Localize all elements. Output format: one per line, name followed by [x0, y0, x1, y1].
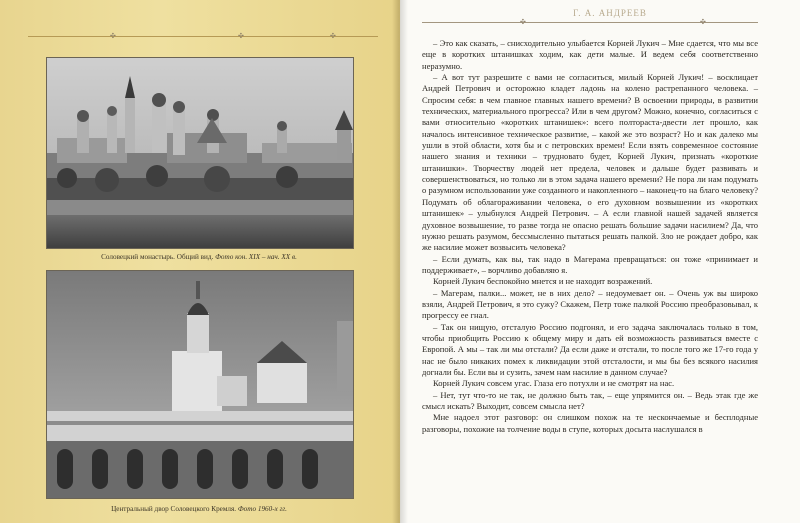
decorative-rule — [28, 36, 378, 37]
paragraph: – Так он нищую, отсталую Россию подгонял, и его задача заключалась только в том, чтобы приобщить Россию к общему миру и дать ей возможность развиваться вместе с Европой. А мы – так ли мы отстали? Да если даже и отстали, то после того же 17-го года у нас не было никаких помех к ликвидации этой отсталости, и мы бы без всякого насилия догнали бы. Если вы и сузить, зачем нам насилие в данном случае? — [422, 321, 758, 377]
book-gutter — [392, 0, 408, 523]
monastery-general-view-photo — [46, 57, 354, 249]
body-text — [422, 38, 758, 435]
photo-caption: Центральный двор Соловецкого Кремля. Фото 1960-х гг. — [111, 505, 287, 513]
ornament-icon: ✣ — [238, 32, 244, 40]
photo-caption: Соловецкий монастырь. Общий вид. Фото кон. XIX – нач. XX в. — [101, 253, 297, 261]
kremlin-courtyard-photo — [46, 270, 354, 499]
paragraph: – А вот тут разрешите с вами не согласиться, милый Корней Лукич! – восклицает Андрей Петрович и осторожно кладет ладонь на колено растрепанного человека. – Спросим себя: в чем главное главных нашего времени? В освоении природы, в развитии технических, материального прогресса? Или в чем другом? Можно, конечно, согласиться с вами относительно «коротких штанишек»: всего полтораста-двести лет прошло, как началось интенсивное техническое развитие, – какой же это возраст? Но и как далеко мы ушли в этой области, хотя бы и с петровских времен! Если взять современное состояние нашего знания и техники – трудновато будет, Корней Лукич, признать «короткие штанишки». Творчеству людей нет предела, человек и дальше будет развивать и совершенствоваться, но только ли в этом задача нашего времени? Не пора ли нам подумать о разумном использовании уже созданного и накопленного – наконец-то на благо человеку? Подумать об облагораживании человека, о его духовном возвышении из «коротких штанишек» – улыбнулся Андрей Петрович. – А если главной нашей задачей является духовное возвышение, то разве тогда не опасно решать большие задачи насилием? Да, что нужно решать разумом, бессмысленно пытаться решать палкой. Зло не рождает добро, как же насилие может возвысить человека? — [422, 72, 758, 253]
paragraph: – Это как сказать, – снисходительно улыбается Корней Лукич – Мне сдается, что мы все еще в коротких штанишках ходим, как дети малые. И ведем себя соответственно неразумно. — [422, 38, 758, 71]
ornament-icon: ✣ — [330, 32, 336, 40]
paragraph: Корней Лукич беспокойно мнется и не находит возражений. — [433, 276, 653, 287]
ornament-icon: ✣ — [700, 18, 706, 26]
running-head: Г. А. АНДРЕЕВ — [573, 8, 647, 18]
paragraph: – Магерам, палки... может, не в них дело? – недоумевает он. – Очень уж вы широко взяли, Андрей Петрович, я это сужу? Скажем, Петр тоже палкой Россию преобразовывал, к прогрессу ее гнал. — [422, 287, 758, 321]
ornament-icon: ✣ — [520, 18, 526, 26]
paragraph: – Если думать, как вы, так надо в Магерама превращаться: он тоже «принимает и поддерживает», – ворчливо добавляю я. — [422, 253, 758, 275]
decorative-rule — [422, 22, 758, 23]
ornament-icon: ✣ — [110, 32, 116, 40]
paragraph: Мне надоел этот разговор: он слишком похож на те нескончаемые и бесплодные разговоры, похожие на толчение воды в ступе, которых досыта наслушался в — [422, 412, 758, 434]
paragraph: Корней Лукич совсем угас. Глаза его потухли и не смотрят на нас. — [433, 378, 675, 389]
right-page — [400, 0, 800, 523]
paragraph: – Нет, тут что-то не так, не должно быть так, – еще упрямится он. – Ведь этак где же смысл искать? Выходит, совсем смысла нет? — [422, 389, 758, 411]
